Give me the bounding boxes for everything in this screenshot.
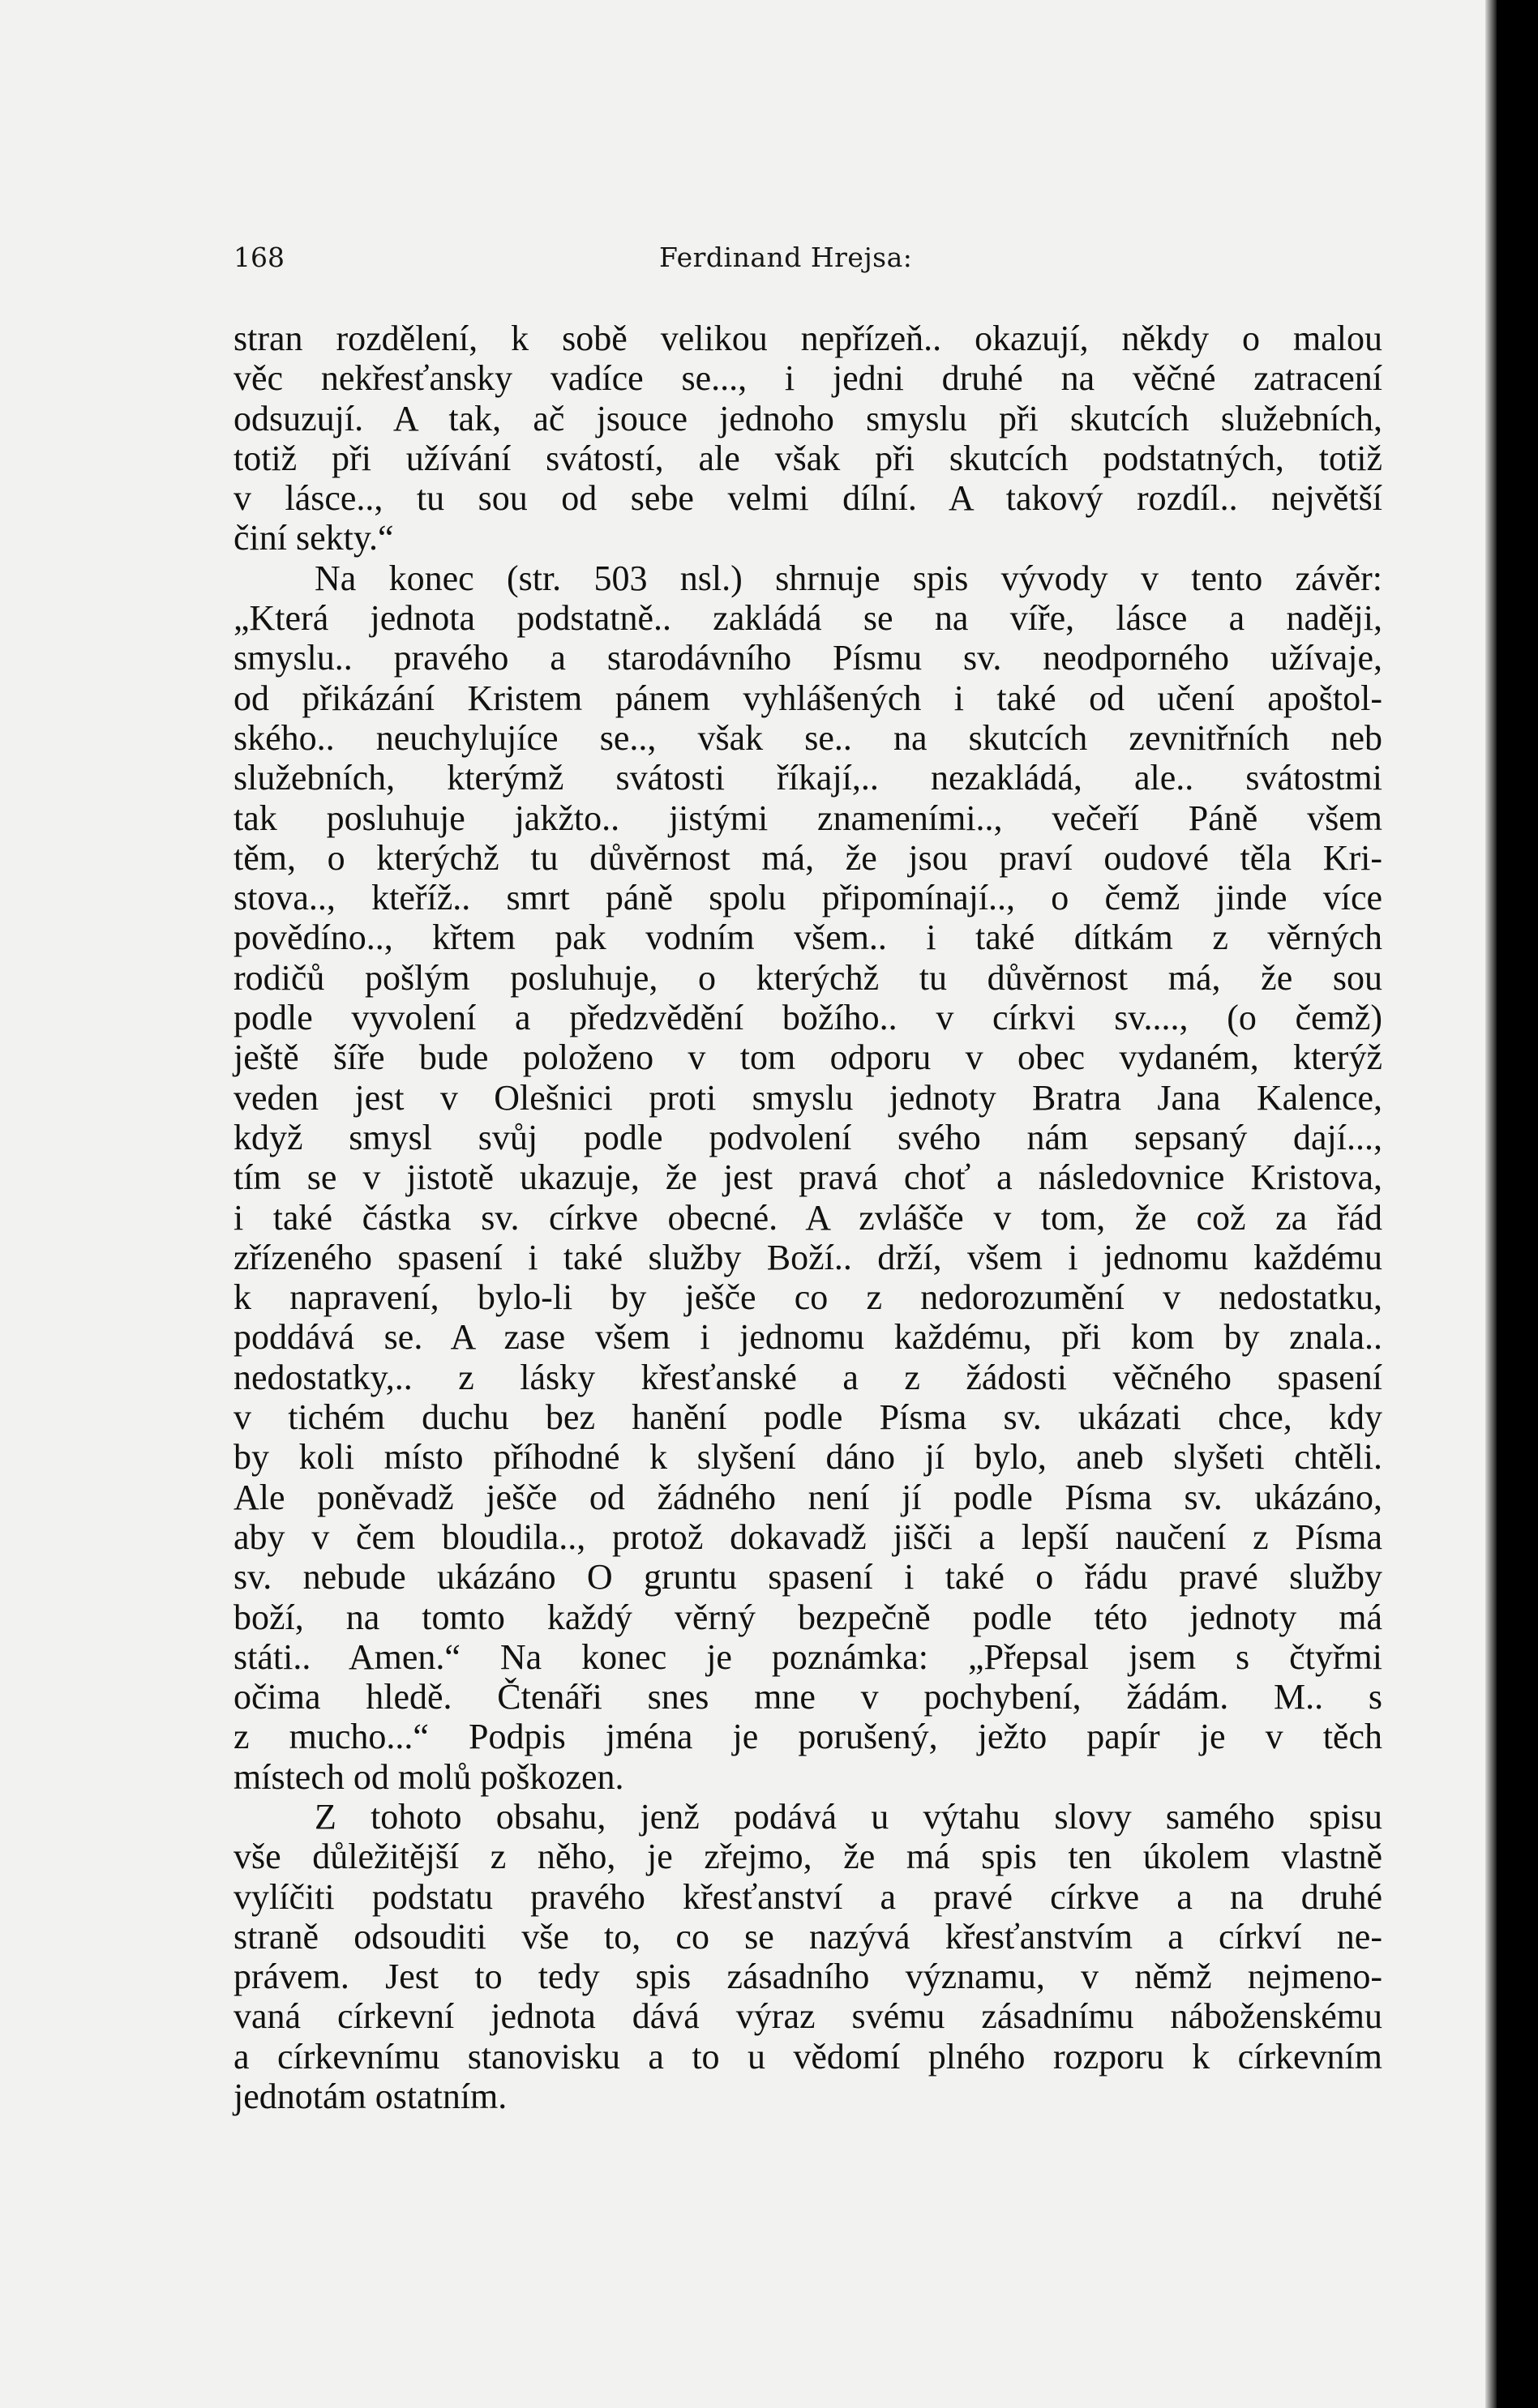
running-head — [233, 242, 1385, 290]
text-line: boží, na tomto každý věrný bezpečně podle této jednoty má — [233, 1597, 1382, 1637]
text-line: státi.. Amen.“ Na konec je poznámka: „Přepsal jsem s čtyřmi — [233, 1636, 1382, 1677]
text-line: zřízeného spasení i také služby Boží.. drží, všem i jednomu každému — [233, 1237, 1382, 1277]
text-line: věc nekřesťansky vadíce se..., i jedni druhé na věčné zatracení — [233, 358, 1382, 399]
text-line: poddává se. A zase všem i jednomu každému, při kom by znala.. — [233, 1317, 1382, 1358]
text-line: vaná církevní jednota dává výraz svému zásadnímu náboženskému — [233, 1996, 1382, 2037]
text-line: smyslu.. pravého a starodávního Písmu sv. neodporného užívaje, — [233, 638, 1382, 678]
text-line: straně odsouditi vše to, co se nazývá křesťanstvím a církví ne- — [233, 1916, 1382, 1957]
text-line: ještě šíře bude položeno v tom odporu v obec vydaném, kterýž — [233, 1037, 1382, 1078]
text-line: i také částka sv. církve obecné. A zvlášče v tom, že což za řád — [233, 1197, 1382, 1238]
text-line: podle vyvolení a předzvědění božího.. v církvi sv...., (o čemž) — [233, 998, 1382, 1038]
running-title: Ferdinand Hrejsa: — [659, 242, 913, 273]
text-line: vylíčiti podstatu pravého křesťanství a pravé církve a na druhé — [233, 1876, 1382, 1917]
text-line: rodičů pošlým posluhuje, o kterýchž tu důvěrnost má, že sou — [233, 957, 1382, 998]
text-line: a církevnímu stanovisku a to u vědomí plného rozporu k církevním — [233, 2036, 1382, 2077]
text-line: od přikázání Kristem pánem vyhlášených i také od učení apoštol- — [233, 678, 1382, 718]
text-line: aby v čem bloudila.., protož dokavadž jišči a lepší naučení z Písma — [233, 1516, 1382, 1557]
text-line: místech od molů poškozen. — [233, 1756, 624, 1797]
text-line: totiž při užívání svátostí, ale však při skutcích podstatných, totiž — [233, 438, 1382, 478]
text-line: tím se v jistotě ukazuje, že jest pravá choť a následovnice Kristova, — [233, 1157, 1382, 1198]
text-line: z mucho...“ Podpis jména je porušený, ježto papír je v těch — [233, 1717, 1382, 1757]
page-number: 168 — [233, 242, 285, 273]
text-line: v tichém duchu bez hanění podle Písma sv. ukázati chce, kdy — [233, 1397, 1382, 1438]
text-line: jednotám ostatním. — [233, 2077, 508, 2117]
text-line: očima hledě. Čtenáři snes mne v pochybení, žádám. M.. s — [233, 1677, 1382, 1717]
text-line: „Která jednota podstatně.. zakládá se na víře, lásce a naději, — [233, 598, 1382, 639]
text-line: stran rozdělení, k sobě velikou nepřízeň.. okazují, někdy o malou — [233, 319, 1382, 358]
text-line: ského.. neuchylujíce se.., však se.. na skutcích zevnitřních neb — [233, 717, 1382, 758]
text-line: služebních, kterýmž svátosti říkají,.. nezakládá, ale.. svátostmi — [233, 758, 1382, 798]
text-line: vše důležitější z něho, je zřejmo, že má spis ten úkolem vlastně — [233, 1837, 1382, 1877]
text-line: v lásce.., tu sou od sebe velmi dílní. A takový rozdíl.. největší — [233, 478, 1382, 519]
text-line: když smysl svůj podle podvolení svého nám sepsaný dají..., — [233, 1117, 1382, 1157]
text-line: sv. nebude ukázáno O gruntu spasení i také o řádu pravé služby — [233, 1557, 1382, 1597]
text-line: Z tohoto obsahu, jenž podává u výtahu slovy samého spisu — [315, 1796, 1382, 1837]
text-line: nedostatky,.. z lásky křesťanské a z žádosti věčného spasení — [233, 1357, 1382, 1397]
text-line: k napravení, bylo-li by ješče co z nedorozumění v nedostatku, — [233, 1277, 1382, 1318]
text-line: odsuzují. A tak, ač jsouce jednoho smyslu při skutcích služebních, — [233, 398, 1382, 438]
text-line: tak posluhuje jakžto.. jistými znameními.., večeří Páně všem — [233, 798, 1382, 838]
text-line: by koli místo příhodné k slyšení dáno jí bylo, aneb slyšeti chtěli. — [233, 1437, 1382, 1478]
page-edge-shadow — [1485, 0, 1497, 2408]
text-line: Ale poněvadž ješče od žádného není jí podle Písma sv. ukázáno, — [233, 1477, 1382, 1517]
text-line: těm, o kterýchž tu důvěrnost má, že jsou praví oudové těla Kri- — [233, 837, 1382, 878]
text-line: právem. Jest to tedy spis zásadního významu, v němž nejmeno- — [233, 1957, 1382, 1997]
text-line: povědíno.., křtem pak vodním všem.. i také dítkám z věrných — [233, 917, 1382, 958]
text-line: veden jest v Olešnici proti smyslu jednoty Bratra Jana Kalence, — [233, 1077, 1382, 1118]
text-line: stova.., kteříž.. smrt páně spolu připomínají.., o čemž jinde více — [233, 878, 1382, 918]
body-text — [233, 319, 1382, 2116]
text-line: činí sekty.“ — [233, 518, 394, 558]
text-line: Na konec (str. 503 nsl.) shrnuje spis vývody v tento závěr: — [315, 558, 1382, 598]
